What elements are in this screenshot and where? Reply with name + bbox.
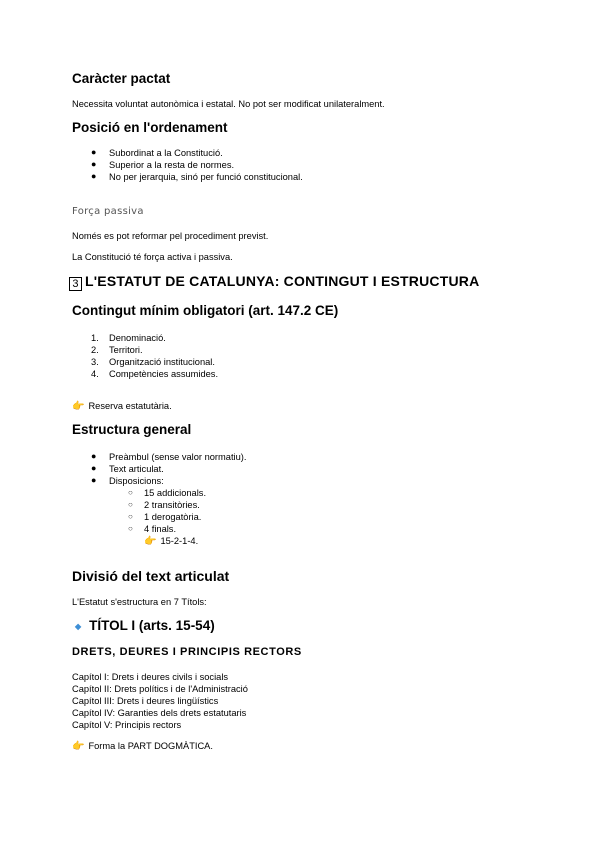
list-item: 1 derogatòria.: [144, 512, 202, 522]
list-item: Denominació.: [109, 333, 166, 343]
list-item: Competències assumides.: [109, 369, 219, 379]
bullet-icon: ●: [91, 463, 97, 473]
heading-caracter-pactat: Caràcter pactat: [72, 71, 171, 86]
list-number: 2.: [91, 345, 99, 355]
capitol-line: Capítol IV: Garanties dels drets estatutaris: [72, 708, 247, 718]
heading-contingut: Contingut mínim obligatori (art. 147.2 CE): [72, 303, 339, 318]
bullet-icon: ●: [91, 147, 97, 157]
paragraph-forca-2: La Constitució té força activa i passiva.: [72, 252, 233, 262]
chapter-heading: [69, 273, 479, 291]
list-item: Disposicions:: [109, 476, 164, 486]
circle-bullet-icon: ○: [128, 524, 133, 533]
circle-bullet-icon: ○: [128, 512, 133, 521]
heading-estructura: Estructura general: [72, 422, 192, 437]
small-blue-diamond-icon: ◆: [75, 622, 82, 631]
list-item: Preàmbul (sense valor normatiu).: [109, 452, 247, 462]
heading-divisio: Divisió del text articulat: [72, 568, 230, 584]
circle-bullet-icon: ○: [128, 500, 133, 509]
paragraph-forca-1: Només es pot reformar pel procediment previst.: [72, 231, 269, 241]
heading-drets: DRETS, DEURES I PRINCIPIS RECTORS: [72, 646, 302, 658]
bullet-icon: ●: [91, 171, 97, 181]
list-number: 3.: [91, 357, 99, 367]
backhand-index-pointing-right-icon: 👉: [72, 741, 85, 752]
capitol-line: Capítol III: Drets i deures lingüístics: [72, 696, 219, 706]
backhand-index-pointing-right-icon: 👉: [144, 536, 157, 547]
keycap-number-icon: 3: [69, 277, 82, 291]
paragraph-divisio: L'Estatut s'estructura en 7 Títols:: [72, 597, 207, 607]
capitol-line: Capítol V: Principis rectors: [72, 720, 182, 730]
heading-forca-passiva: Força passiva: [72, 206, 144, 217]
list-item: Text articulat.: [109, 464, 164, 474]
capitol-line: Capítol I: Drets i deures civils i socials: [72, 672, 229, 682]
capitol-line: Capítol II: Drets polítics i de l'Administració: [72, 684, 248, 694]
heading-posicio: Posició en l'ordenament: [72, 120, 228, 135]
list-item: 4 finals.: [144, 524, 177, 534]
list-item: Subordinat a la Constitució.: [109, 148, 223, 158]
reserva-text: Reserva estatutària.: [88, 401, 172, 411]
chapter-title: L'ESTATUT DE CATALUNYA: CONTINGUT I ESTRUCTURA: [85, 273, 480, 289]
list-number: 1.: [91, 333, 99, 343]
list-item: No per jerarquia, sinó per funció constitucional.: [109, 172, 303, 182]
summary-text: 15-2-1-4.: [160, 536, 199, 546]
bullet-icon: ●: [91, 451, 97, 461]
forma-text: Forma la PART DOGMÀTICA.: [88, 741, 213, 751]
list-item: Superior a la resta de normes.: [109, 160, 235, 170]
bullet-icon: ●: [91, 475, 97, 485]
titol-text: TÍTOL I (arts. 15-54): [89, 618, 215, 633]
list-item: 15 addicionals.: [144, 488, 207, 498]
list-item: Territori.: [109, 345, 143, 355]
backhand-index-pointing-right-icon: 👉: [72, 401, 85, 412]
forma-note: [72, 741, 213, 752]
circle-bullet-icon: ○: [128, 488, 133, 497]
bullet-icon: ●: [91, 159, 97, 169]
list-number: 4.: [91, 369, 99, 379]
paragraph-caracter: Necessita voluntat autonòmica i estatal. No pot ser modificat unilateralment.: [72, 99, 385, 109]
reserva-note: [72, 401, 172, 412]
list-item: 2 transitòries.: [144, 500, 200, 510]
list-item: Organització institucional.: [109, 357, 215, 367]
disposicions-summary: [144, 536, 198, 547]
heading-titol-i: [75, 618, 215, 633]
